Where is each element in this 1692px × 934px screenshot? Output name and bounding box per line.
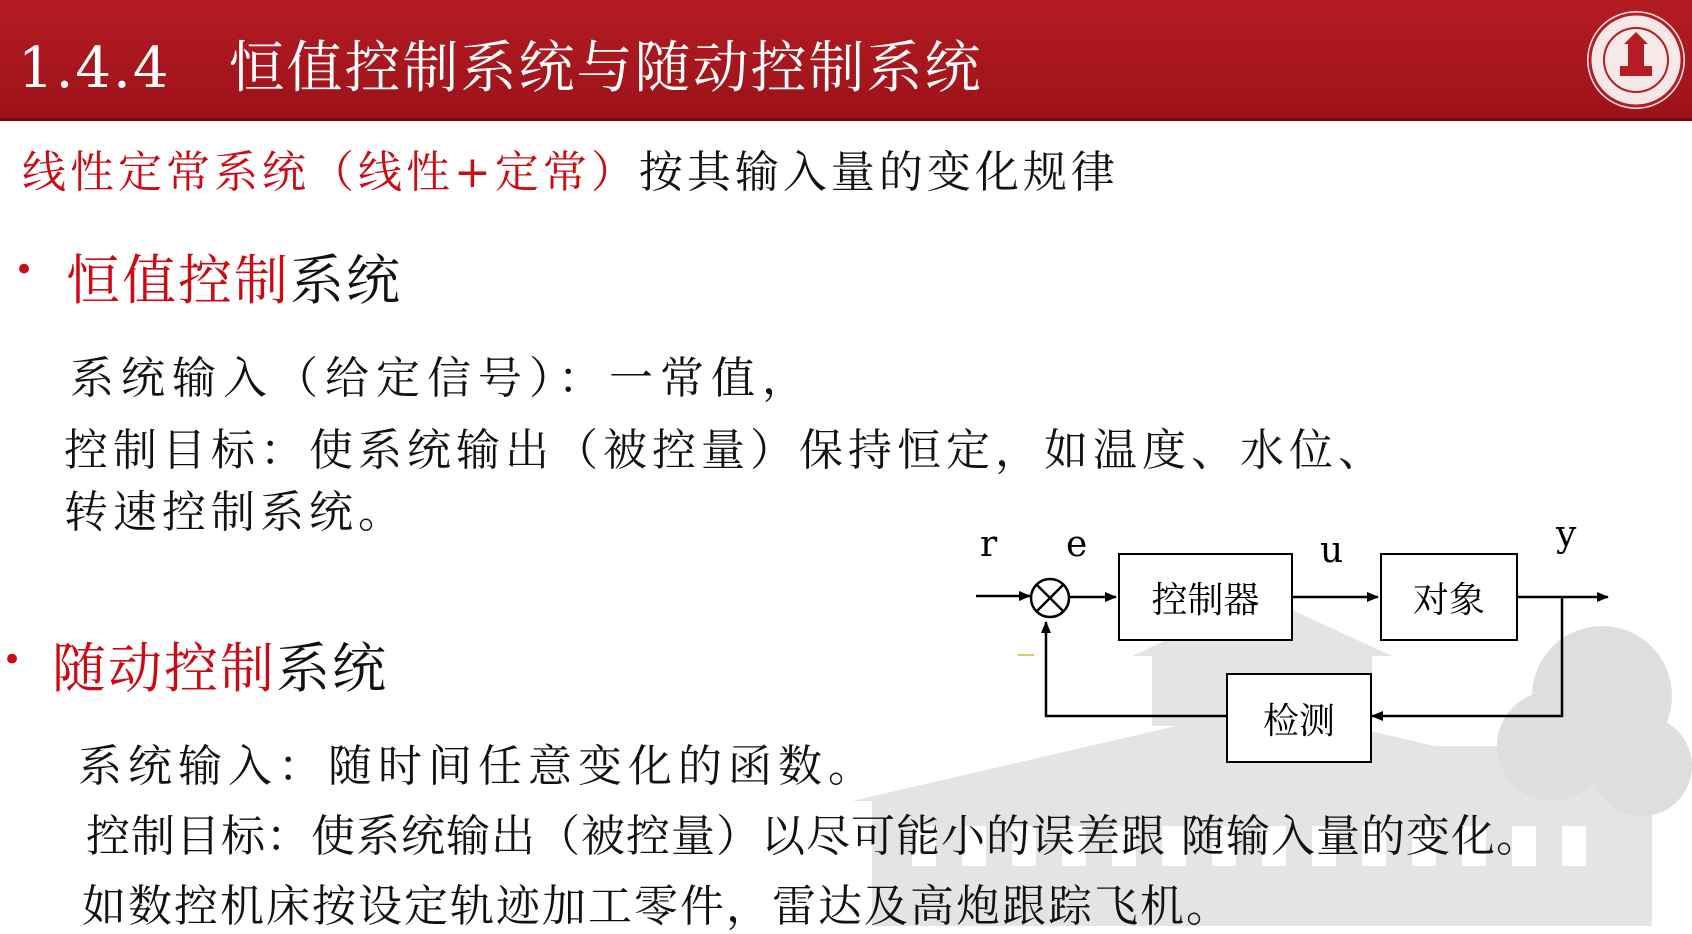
title-bar [0, 0, 1692, 121]
signal-u-label: u [1320, 530, 1344, 571]
section1-goal-line: 控制目标：使系统输出（被控量）保持恒定，如温度、水位、 [64, 425, 1387, 476]
bullet-icon: • [14, 250, 35, 290]
plant-block: 对象 [1380, 553, 1518, 641]
slide-title [18, 24, 983, 104]
intro-highlight: 线性定常系统（线性+定常） [22, 147, 639, 198]
section1-input-line: 系统输入（给定信号）：一常值， [70, 353, 813, 404]
sensor-block: 检测 [1226, 673, 1372, 763]
section-number: 1.4.4 [18, 36, 171, 101]
section2-heading [52, 626, 388, 703]
section2-heading-highlight: 随动控制 [52, 637, 276, 700]
section2-goal-line: 控制目标：使系统输出（被控量）以尽可能小的误差跟 随输入量的变化。 [86, 811, 1541, 862]
section2-input-line: 系统输入：随时间任意变化的函数。 [78, 741, 878, 792]
section1-heading-suffix: 系统 [290, 249, 402, 312]
section2-heading-suffix: 系统 [276, 637, 388, 700]
section1-heading [66, 238, 402, 315]
intro-line [22, 136, 1119, 200]
bullet-icon: • [2, 640, 23, 680]
section1-heading-highlight: 恒值控制 [66, 249, 290, 312]
signal-e-label: e [1066, 524, 1088, 565]
signal-r-label: r [980, 524, 998, 565]
section2-example-line: 如数控机床按设定轨迹加工零件，雷达及高炮跟踪飞机。 [82, 881, 1232, 932]
university-logo [1584, 8, 1688, 112]
section1-goal-line-cont: 转速控制系统。 [64, 487, 407, 538]
title-text: 恒值控制系统与随动控制系统 [228, 36, 983, 101]
intro-text: 按其输入量的变化规律 [638, 147, 1119, 198]
controller-block: 控制器 [1118, 553, 1293, 641]
signal-y-label: y [1556, 514, 1577, 555]
